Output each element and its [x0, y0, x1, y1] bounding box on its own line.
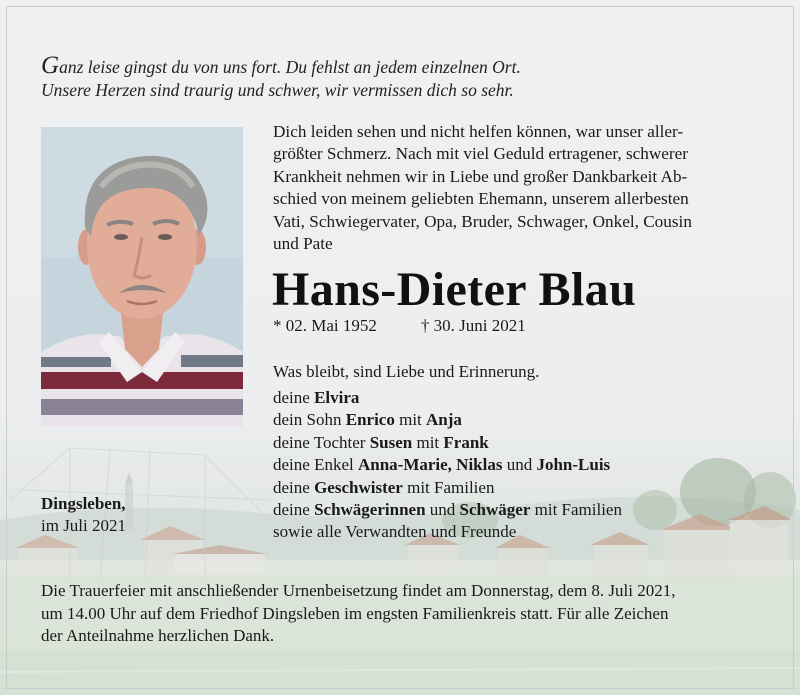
tree — [633, 490, 677, 530]
portrait-photo — [41, 127, 243, 427]
verse-line-1: anz leise gingst du von uns fort. Du fehlst an jedem einzelnen Ort. — [59, 57, 521, 77]
life-dates — [273, 316, 526, 336]
mourner-son: dein Sohn Enrico mit Anja — [273, 410, 462, 430]
closing-line: Die Trauerfeier mit anschließender Urnenbeisetzung findet am Donnerstag, dem 8. Juli 2021, — [41, 581, 676, 600]
intro-line: größter Schmerz. Nach mit viel Geduld ertragener, schwerer — [273, 144, 688, 164]
church-tower — [125, 484, 133, 530]
opening-verse — [41, 54, 521, 102]
intro-line: und Pate — [273, 234, 333, 254]
mourners-list — [273, 387, 622, 544]
closing-line: der Anteilnahme herzlichen Dank. — [41, 626, 275, 645]
mourner-daughter: deine Tochter Susen mit Frank — [273, 432, 489, 452]
mourner-siblings: deine Geschwister mit Familien — [273, 477, 495, 497]
place-date: im Juli 2021 — [41, 516, 127, 535]
mourner-grandchildren: deine Enkel Anna-Marie, Niklas und John-Luis — [273, 455, 611, 475]
deceased-name: Hans-Dieter Blau — [272, 263, 637, 316]
death-date: † 30. Juni 2021 — [420, 316, 526, 335]
intro-line: schied von meinem geliebten Ehemann, unserem allerbesten — [273, 189, 689, 209]
mourner-relatives: sowie alle Verwandten und Freunde — [273, 522, 517, 542]
funeral-notice — [41, 580, 761, 648]
mourner-in-laws: deine Schwägerinnen und Schwäger mit Familien — [273, 500, 622, 520]
place-town: Dingsleben, — [41, 494, 126, 513]
verse-line-2: Unsere Herzen sind traurig und schwer, wir vermissen dich so sehr. — [41, 80, 514, 100]
closing-line: um 14.00 Uhr auf dem Friedhof Dingsleben im engsten Familienkreis statt. Für alle Zeichen — [41, 603, 669, 623]
portrait-illustration — [41, 127, 243, 427]
intro-text — [273, 121, 759, 255]
memorial-motto: Was bleibt, sind Liebe und Erinnerung. — [273, 362, 540, 381]
birth-date: * 02. Mai 1952 — [273, 316, 377, 335]
intro-line: Krankheit nehmen wir in Liebe und großer Dankbarkeit Ab- — [273, 166, 688, 186]
verse-initial: G — [41, 52, 60, 79]
intro-line: Dich leiden sehen und nicht helfen können, war unser aller- — [273, 122, 684, 141]
intro-line: Vati, Schwiegervater, Opa, Bruder, Schwager, Onkel, Cousin — [273, 211, 692, 231]
mourner-wife: deine Elvira — [273, 388, 360, 407]
place-and-date — [41, 493, 126, 537]
